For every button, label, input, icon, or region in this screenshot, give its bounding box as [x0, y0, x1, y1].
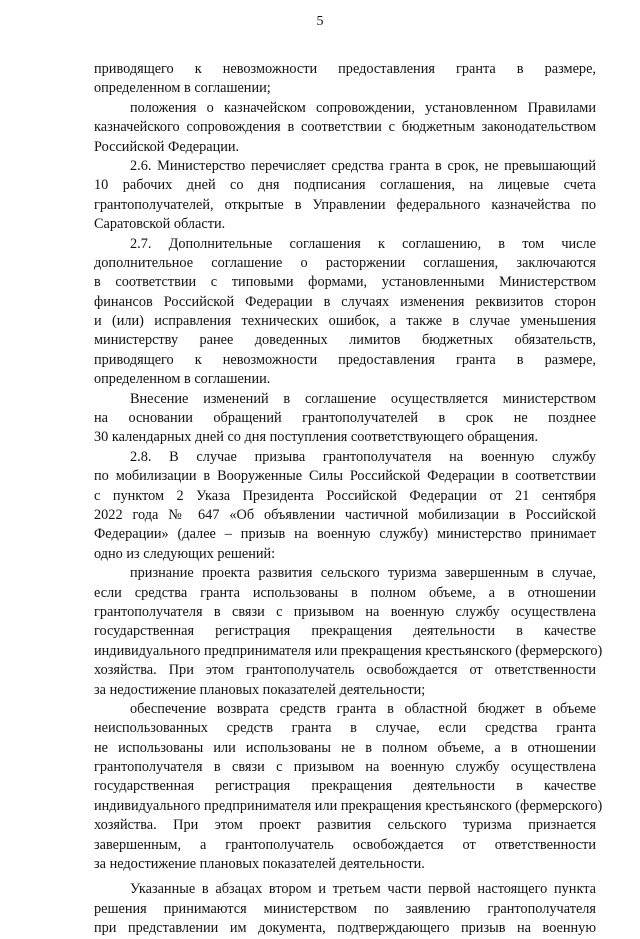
text-line: если средства гранта использованы в полном объеме, а в отношении [94, 584, 596, 601]
text-line: одно из следующих решений: [94, 545, 276, 562]
text-line: Российской Федерации. [94, 138, 240, 155]
text-line: не использованы или использованы не в полном объеме, а в отношении [94, 739, 596, 756]
text-line: финансов Российской Федерации в случаях изменения реквизитов сторон [94, 293, 596, 310]
text-line: на основании обращений грантополучателей в срок не позднее [94, 410, 596, 427]
text-line: государственная регистрация прекращения деятельности в качестве [94, 623, 596, 640]
text-line: Саратовской области. [94, 216, 226, 233]
text-line: Указанные в абзацах втором и третьем части первой настоящего пункта [130, 881, 596, 898]
text-line: с пунктом 2 Указа Президента Российской Федерации от 21 сентября [94, 487, 596, 504]
text-line: хозяйства. При этом грантополучатель освобождается от ответственности [94, 662, 596, 679]
page-number: 5 [316, 14, 324, 29]
text-line: 2.6. Министерство перечисляет средства гранта в срок, не превышающий [130, 157, 596, 174]
text-line: грантополучателя в связи с призывом на военную службу осуществлена [94, 759, 596, 776]
text-line: приводящего к невозможности предоставления гранта в размере, [94, 61, 596, 77]
text-line: решения принимаются министерством по заявлению грантополучателя [94, 900, 596, 917]
text-line: министерству ранее доведенных лимитов бюджетных обязательств, [94, 332, 596, 349]
text-line: неиспользованных средств гранта в случае, если средства гранта [94, 720, 596, 737]
text-line: казначейского сопровождения в соответствии с бюджетным законодательством [94, 119, 596, 136]
text-line: 10 рабочих дней со дня подписания соглашения, на лицевые счета [94, 177, 596, 194]
text-line: признание проекта развития сельского туризма завершенным в случае, [130, 565, 596, 582]
text-line: за недостижение плановых показателей деятельности. [94, 856, 425, 873]
text-line: завершенным, а грантополучатель освобождается от ответственности [94, 836, 596, 853]
text-line: 2022 года № 647 «Об объявлении частичной мобилизации в Российской [94, 506, 596, 523]
text-line: обеспечение возврата средств гранта в областной бюджет в объеме [130, 700, 596, 717]
text-line: индивидуального предпринимателя или прекращения крестьянского (фермерского) [94, 642, 603, 659]
text-line: индивидуального предпринимателя или прекращения крестьянского (фермерского) [94, 797, 603, 814]
text-line: по мобилизации в Вооруженные Силы Российской Федерации в соответствии [94, 468, 596, 485]
text-line: 2.7. Дополнительные соглашения к соглашению, в том числе [130, 235, 596, 252]
text-line: грантополучателей, открытые в Управлении федерального казначейства по [94, 196, 596, 213]
text-line: грантополучателя в связи с призывом на военную службу осуществлена [94, 603, 596, 620]
text-line: Внесение изменений в соглашение осуществляется министерством [130, 390, 596, 407]
text-line: и (или) исправления технических ошибок, а также в случае уменьшения [94, 313, 596, 330]
text-line: дополнительное соглашение о расторжении соглашения, заключаются [94, 254, 596, 271]
text-line: хозяйства. При этом проект развития сельского туризма признается [94, 817, 596, 834]
text-line: за недостижение плановых показателей деятельности; [94, 681, 426, 698]
text-line: 30 календарных дней со дня поступления соответствующего обращения. [94, 429, 539, 446]
text-line: в соответствии с типовыми формами, установленными Министерством [94, 274, 596, 291]
text-line: определенном в соглашении; [94, 80, 271, 97]
text-line: положения о казначейском сопровождении, установленном Правилами [130, 99, 596, 116]
text-line: определенном в соглашении. [94, 371, 271, 388]
document-body [94, 60, 603, 939]
text-line: приводящего к невозможности предоставления гранта в размере, [94, 351, 596, 368]
text-line: Федерации» (далее – призыв на военную службу) министерство принимает [94, 526, 596, 543]
text-line: 2.8. В случае призыва грантополучателя на военную службу [130, 448, 596, 465]
text-line: государственная регистрация прекращения деятельности в качестве [94, 778, 596, 795]
text-line: при представлении им документа, подтверждающего призыв на военную [94, 920, 596, 937]
